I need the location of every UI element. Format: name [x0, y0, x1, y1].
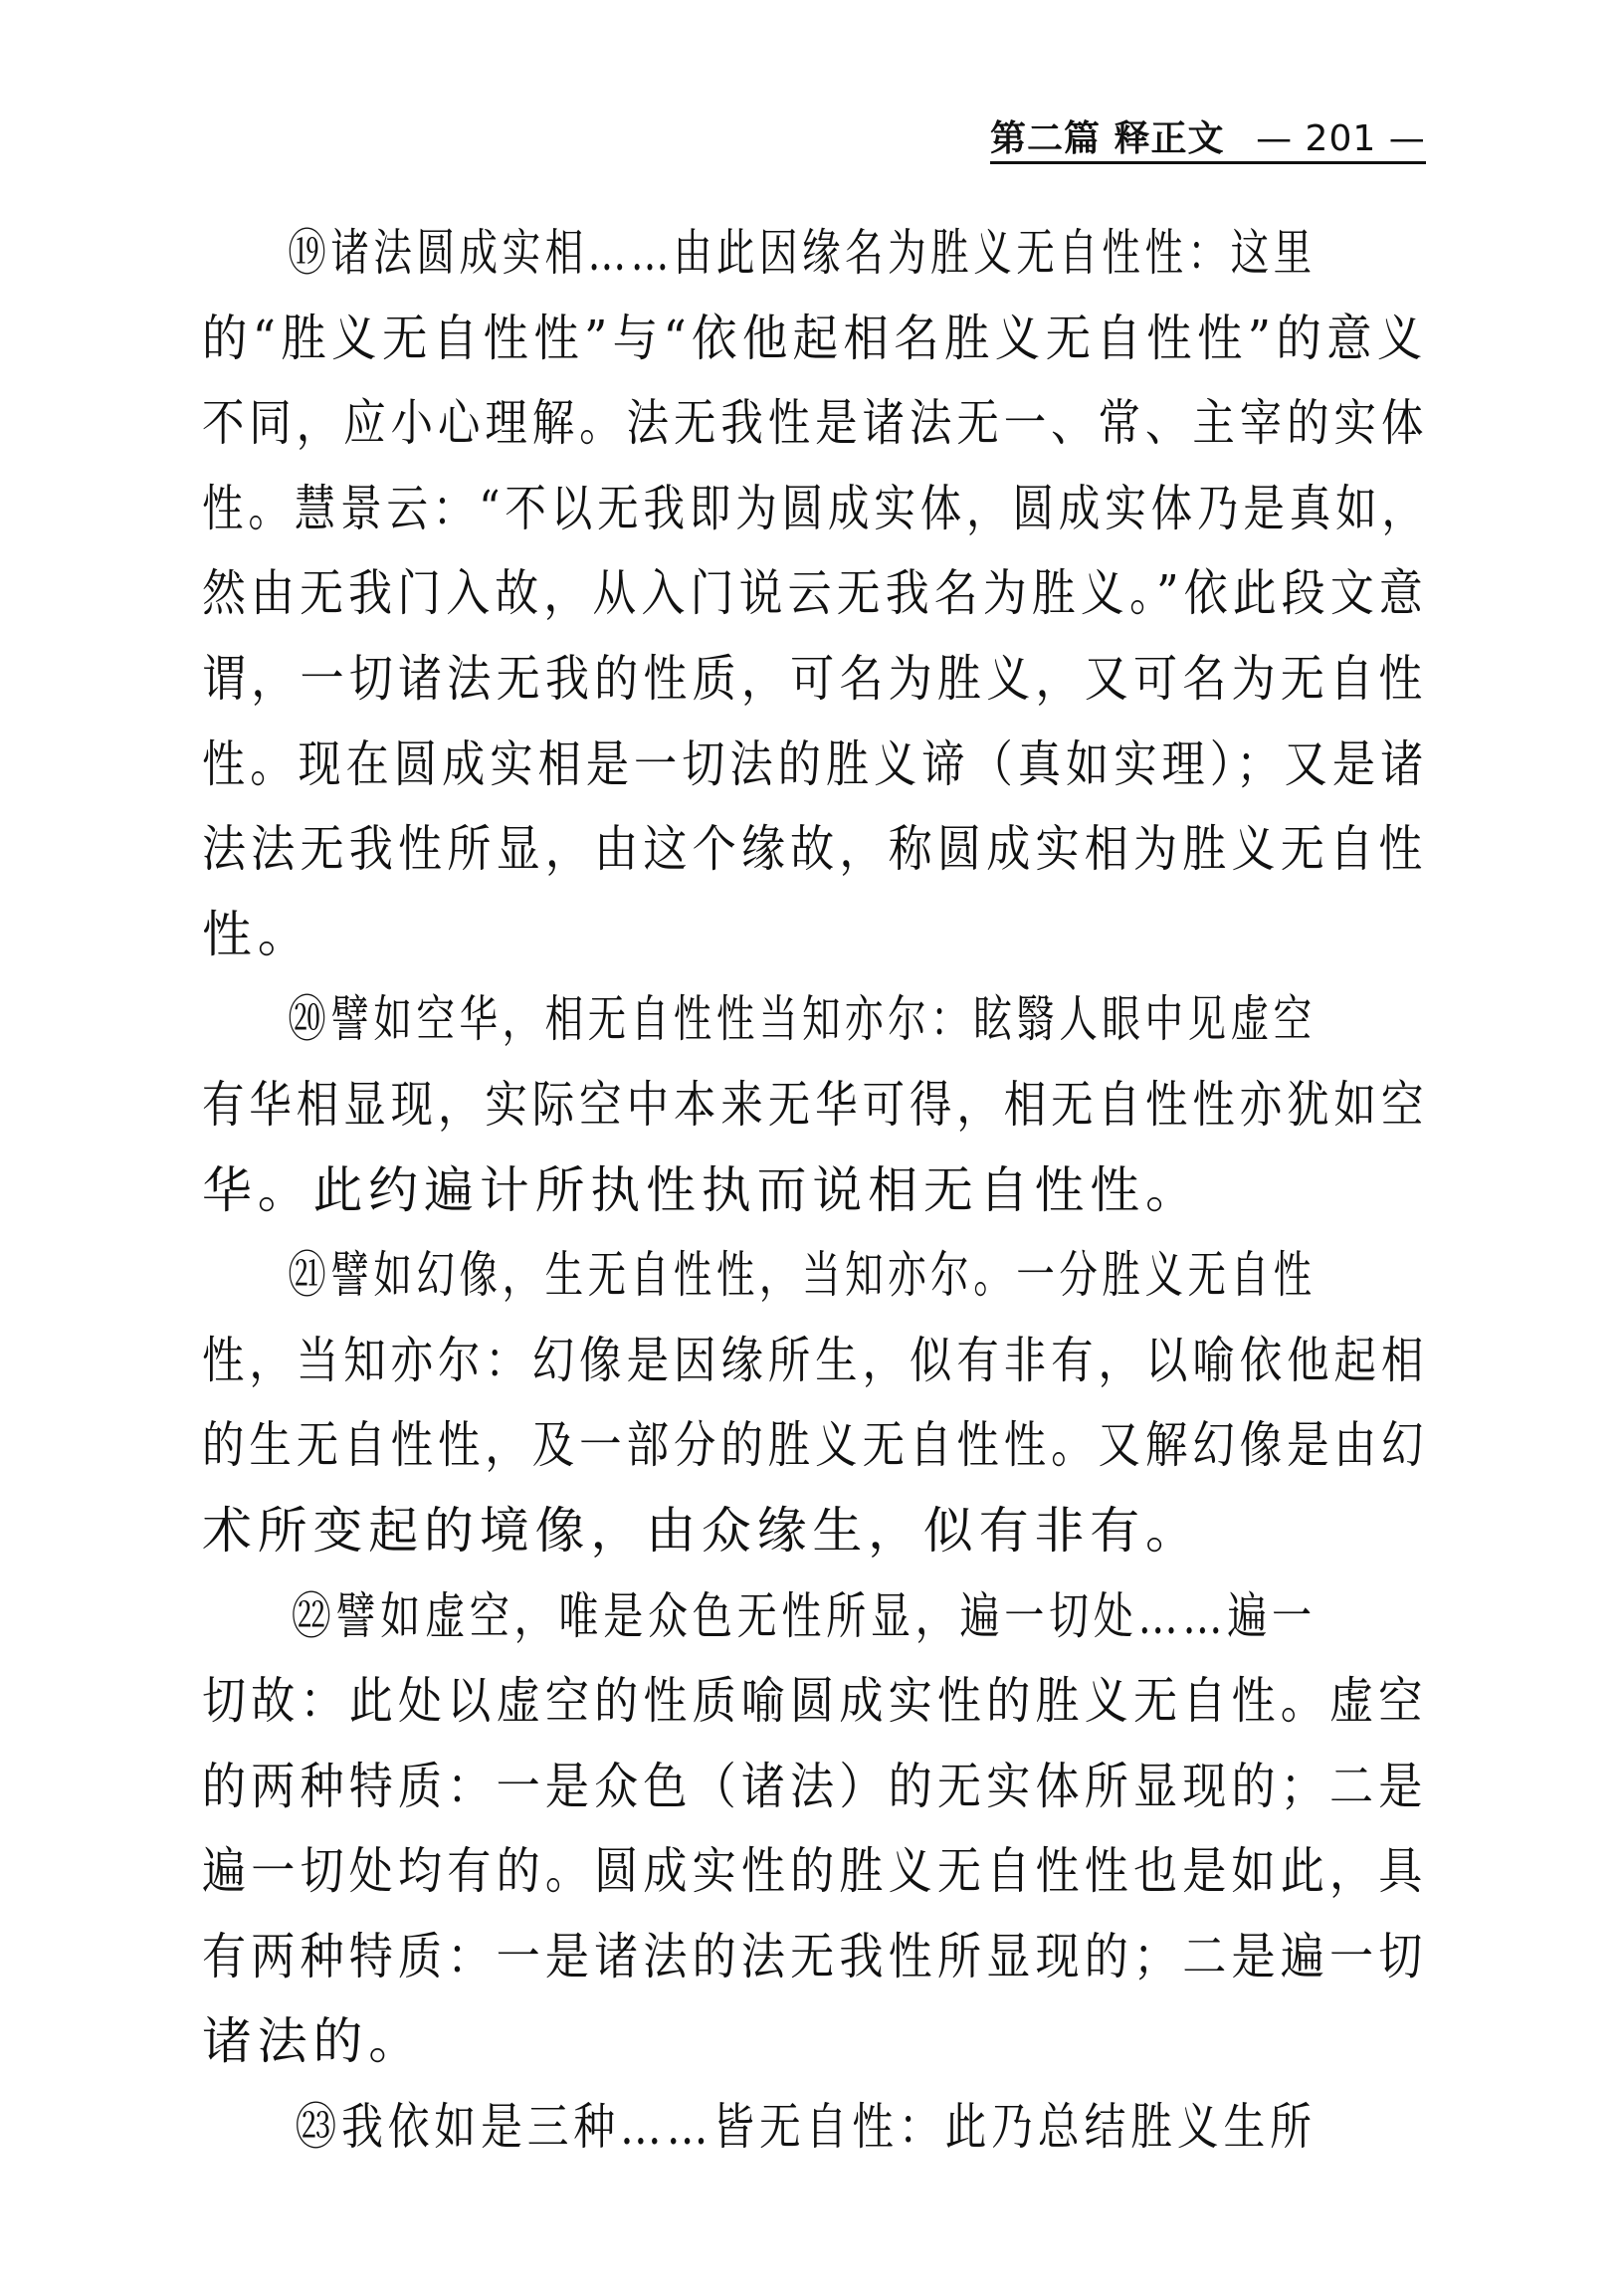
text-line: 有两种特质：一是诸法的法无我性所显现的；二是遍一切 — [202, 1927, 1428, 1985]
running-header — [990, 117, 1426, 164]
text-line: 的生无自性性，及一部分的胜义无自性性。又解幻像是由幻 — [202, 1416, 1429, 1475]
text-line: 性。现在圆成实相是一切法的胜义谛（真如实理）；又是诸 — [202, 734, 1429, 793]
annotation-paragraph — [202, 211, 1431, 977]
page-number: — 201 — — [1256, 118, 1426, 159]
text-line: 性。慧景云：“不以无我即为圆成实体，圆成实体乃是真如， — [202, 479, 1428, 537]
text-line: 华。此约遍计所执性执而说相无自性性。 — [202, 1160, 1201, 1219]
text-line: ㉓我依如是三种……皆无自性：此乃总结胜义生所 — [295, 2098, 1317, 2157]
header-section-title: 第二篇 释正文 — [990, 118, 1225, 159]
text-line: 然由无我门入故，从入门说云无我名为胜义。”依此段文意 — [202, 564, 1428, 623]
text-line: 切故：此处以虚空的性质喻圆成实性的胜义无自性。虚空 — [202, 1672, 1428, 1731]
text-line: 有华相显现，实际空中本来无华可得，相无自性性亦犹如空 — [202, 1075, 1429, 1134]
annotation-paragraph — [202, 1233, 1431, 1573]
text-line: 不同，应小心理解。法无我性是诸法无一、常、主宰的实体 — [202, 394, 1429, 453]
text-line: 谓，一切诸法无我的性质，可名为胜义，又可名为无自性 — [202, 649, 1428, 708]
annotation-paragraph — [202, 2085, 1431, 2171]
text-line: ⑲诸法圆成实相……由此因缘名为胜义无自性性：这里 — [288, 224, 1317, 282]
text-line: 的两种特质：一是众色（诸法）的无实体所显现的；二是 — [202, 1757, 1428, 1815]
text-line: 遍一切处均有的。圆成实性的胜义无自性性也是如此，具 — [202, 1842, 1428, 1901]
text-line: 性，当知亦尔：幻像是因缘所生，似有非有，以喻依他起相 — [202, 1331, 1429, 1389]
text-line: 的“胜义无自性性”与“依他起相名胜义无自性性”的意义 — [202, 309, 1428, 367]
text-line: 诸法的。 — [202, 2012, 425, 2071]
body-text — [202, 211, 1431, 2171]
annotation-paragraph — [202, 977, 1431, 1233]
text-line: 法法无我性所显，由这个缘故，称圆成实相为胜义无自性 — [202, 820, 1428, 879]
text-line: ㉑譬如幻像，生无自性性，当知亦尔。一分胜义无自性 — [288, 1246, 1317, 1305]
text-line: ⑳譬如空华，相无自性性当知亦尔：眩翳人眼中见虚空 — [288, 990, 1317, 1049]
text-line: ㉒譬如虚空，唯是众色无性所显，遍一切处……遍一 — [291, 1586, 1317, 1645]
text-line: 性。 — [202, 905, 313, 963]
text-line: 术所变起的境像，由众缘生，似有非有。 — [202, 1501, 1201, 1560]
annotation-paragraph — [202, 1574, 1431, 2086]
